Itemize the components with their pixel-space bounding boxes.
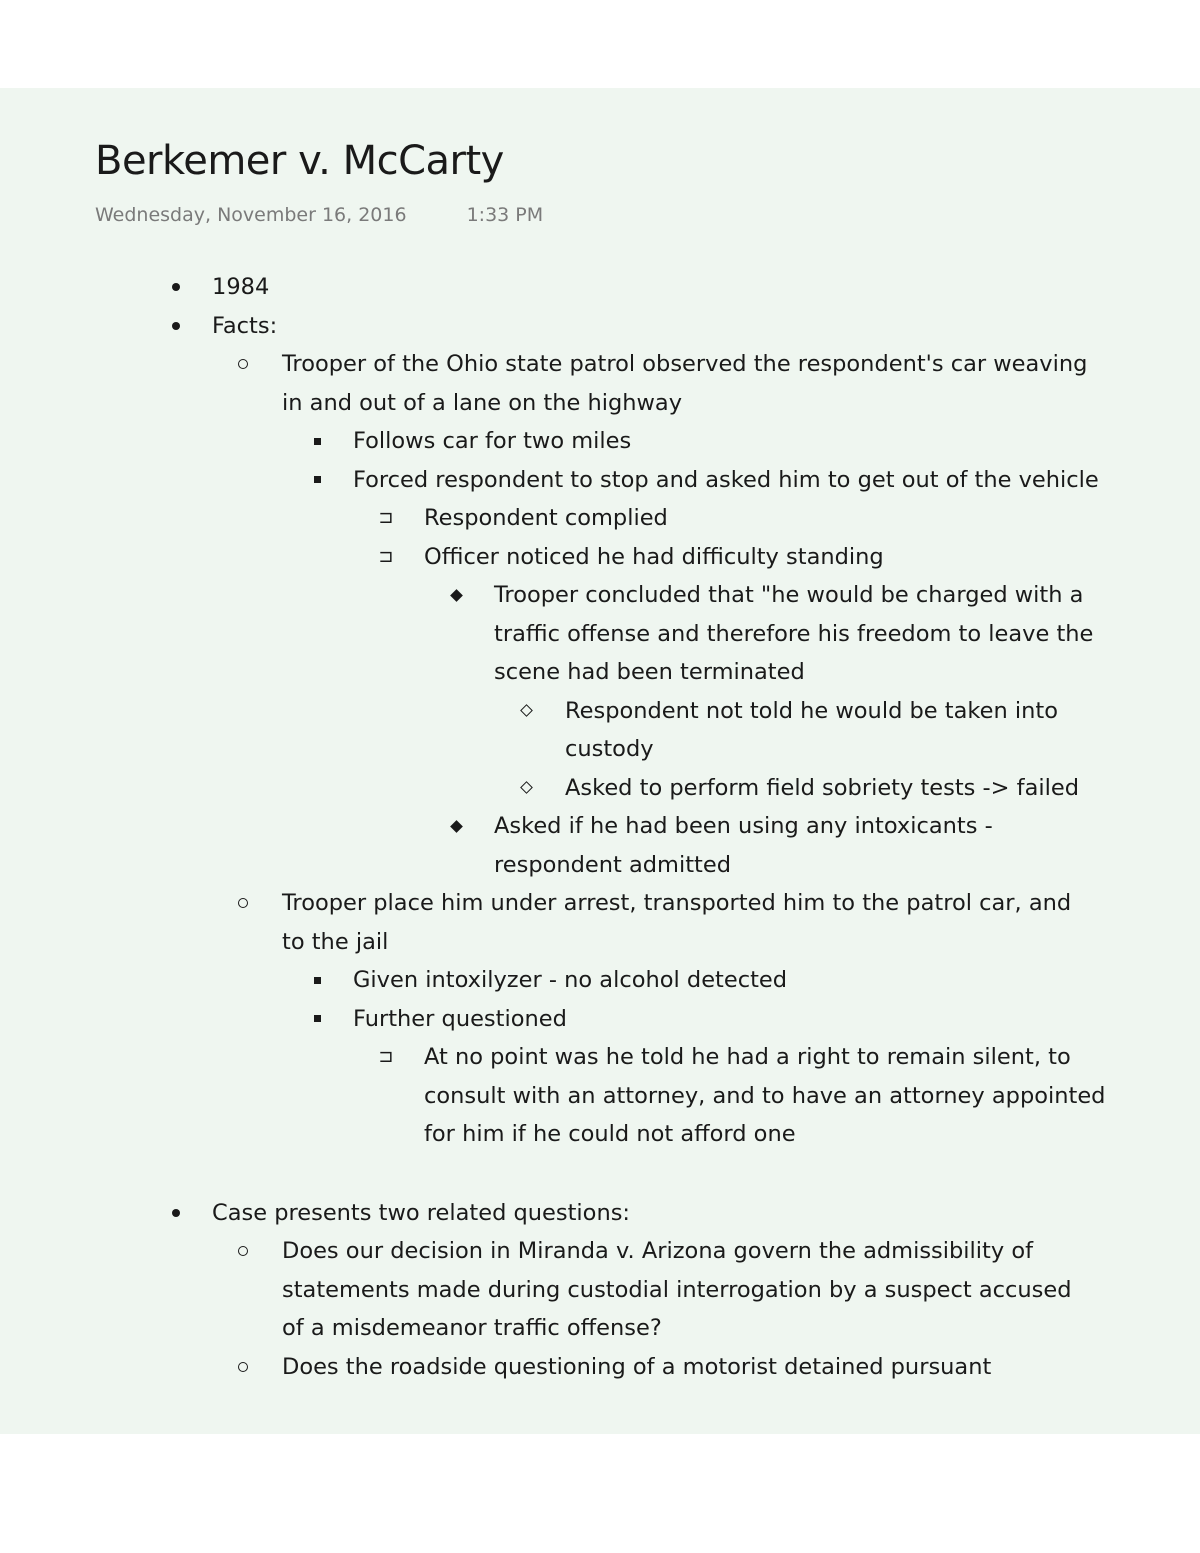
- filled-square-bullet-icon: [307, 461, 327, 500]
- list-item[interactable]: [0, 769, 1200, 808]
- list-item[interactable]: [0, 884, 1200, 961]
- list-item-text: Trooper place him under arrest, transported him to the patrol car, and to the jail: [282, 890, 1072, 955]
- list-item[interactable]: [0, 1194, 1200, 1233]
- filled-square-bullet-icon: [307, 961, 327, 1000]
- list-item-text: 1984: [212, 274, 270, 300]
- filled-circle-bullet-icon: [166, 307, 186, 346]
- list-item[interactable]: [0, 1348, 1200, 1387]
- list-item[interactable]: [0, 461, 1200, 500]
- list-item[interactable]: [0, 1000, 1200, 1039]
- list-item[interactable]: [0, 538, 1200, 577]
- list-item[interactable]: [0, 307, 1200, 346]
- note-date: Wednesday, November 16, 2016: [95, 204, 407, 226]
- list-item[interactable]: [0, 961, 1200, 1000]
- hollow-circle-bullet-icon: [233, 1232, 253, 1271]
- list-item[interactable]: [0, 1232, 1200, 1348]
- bracket-bullet-icon: ⊐: [378, 545, 394, 567]
- list-item-text: At no point was he told he had a right to remain silent, to consult with an attorney, and to have an attorney appointed for him if he could not afford one: [424, 1044, 1106, 1147]
- list-item[interactable]: [0, 807, 1200, 884]
- bracket-bullet-icon: ⊐: [378, 1046, 394, 1068]
- list-item-text: Does the roadside questioning of a motorist detained pursuant: [282, 1353, 992, 1380]
- list-item-text: Asked if he had been using any intoxicants - respondent admitted: [494, 813, 993, 878]
- note-outline[interactable]: [0, 268, 1200, 1386]
- list-item-text: Further questioned: [353, 1005, 567, 1032]
- blank-line: [0, 1154, 1200, 1194]
- page-title[interactable]: Berkemer v. McCarty: [95, 138, 504, 184]
- list-item-text: Follows car for two miles: [353, 428, 632, 454]
- filled-circle-bullet-icon: [166, 1194, 186, 1233]
- list-item-text: Officer noticed he had difficulty standing: [424, 543, 884, 570]
- hollow-diamond-bullet-icon: [516, 692, 536, 731]
- hollow-circle-bullet-icon: [233, 345, 253, 384]
- list-item-text: Facts:: [212, 312, 278, 339]
- bracket-bullet-icon: ⊐: [378, 507, 394, 529]
- note-datetime: [95, 204, 543, 226]
- filled-circle-bullet-icon: [166, 268, 186, 307]
- filled-diamond-bullet-icon: [446, 576, 466, 615]
- list-item-text: Asked to perform field sobriety tests -> failed: [565, 774, 1079, 801]
- list-item-text: Given intoxilyzer - no alcohol detected: [353, 967, 788, 993]
- hollow-diamond-bullet-icon: [516, 769, 536, 808]
- list-item-text: Does our decision in Miranda v. Arizona govern the admissibility of statements made during custodial interrogation by a suspect accused of a misdemeanor traffic offense?: [282, 1238, 1072, 1341]
- filled-diamond-bullet-icon: [446, 807, 466, 846]
- list-item-text: Trooper of the Ohio state patrol observed the respondent's car weaving in and out of a lane on the highway: [282, 351, 1088, 416]
- list-item-text: Forced respondent to stop and asked him to get out of the vehicle: [353, 466, 1099, 493]
- filled-square-bullet-icon: [307, 1000, 327, 1039]
- list-item-text: Respondent not told he would be taken into custody: [565, 697, 1058, 762]
- list-item[interactable]: [0, 422, 1200, 461]
- filled-square-bullet-icon: [307, 422, 327, 461]
- hollow-circle-bullet-icon: [233, 1348, 253, 1387]
- hollow-circle-bullet-icon: [233, 884, 253, 923]
- list-item[interactable]: [0, 268, 1200, 307]
- list-item[interactable]: [0, 692, 1200, 769]
- list-item[interactable]: [0, 499, 1200, 538]
- list-item[interactable]: [0, 576, 1200, 692]
- list-item[interactable]: [0, 345, 1200, 422]
- list-item-text: Respondent complied: [424, 505, 668, 531]
- list-item-text: Trooper concluded that "he would be charged with a traffic offense and therefore his freedom to leave the scene had been terminated: [494, 582, 1094, 685]
- note-time: 1:33 PM: [466, 204, 544, 226]
- list-item[interactable]: [0, 1038, 1200, 1154]
- note-canvas: [0, 88, 1200, 1434]
- list-item-text: Case presents two related questions:: [212, 1199, 631, 1226]
